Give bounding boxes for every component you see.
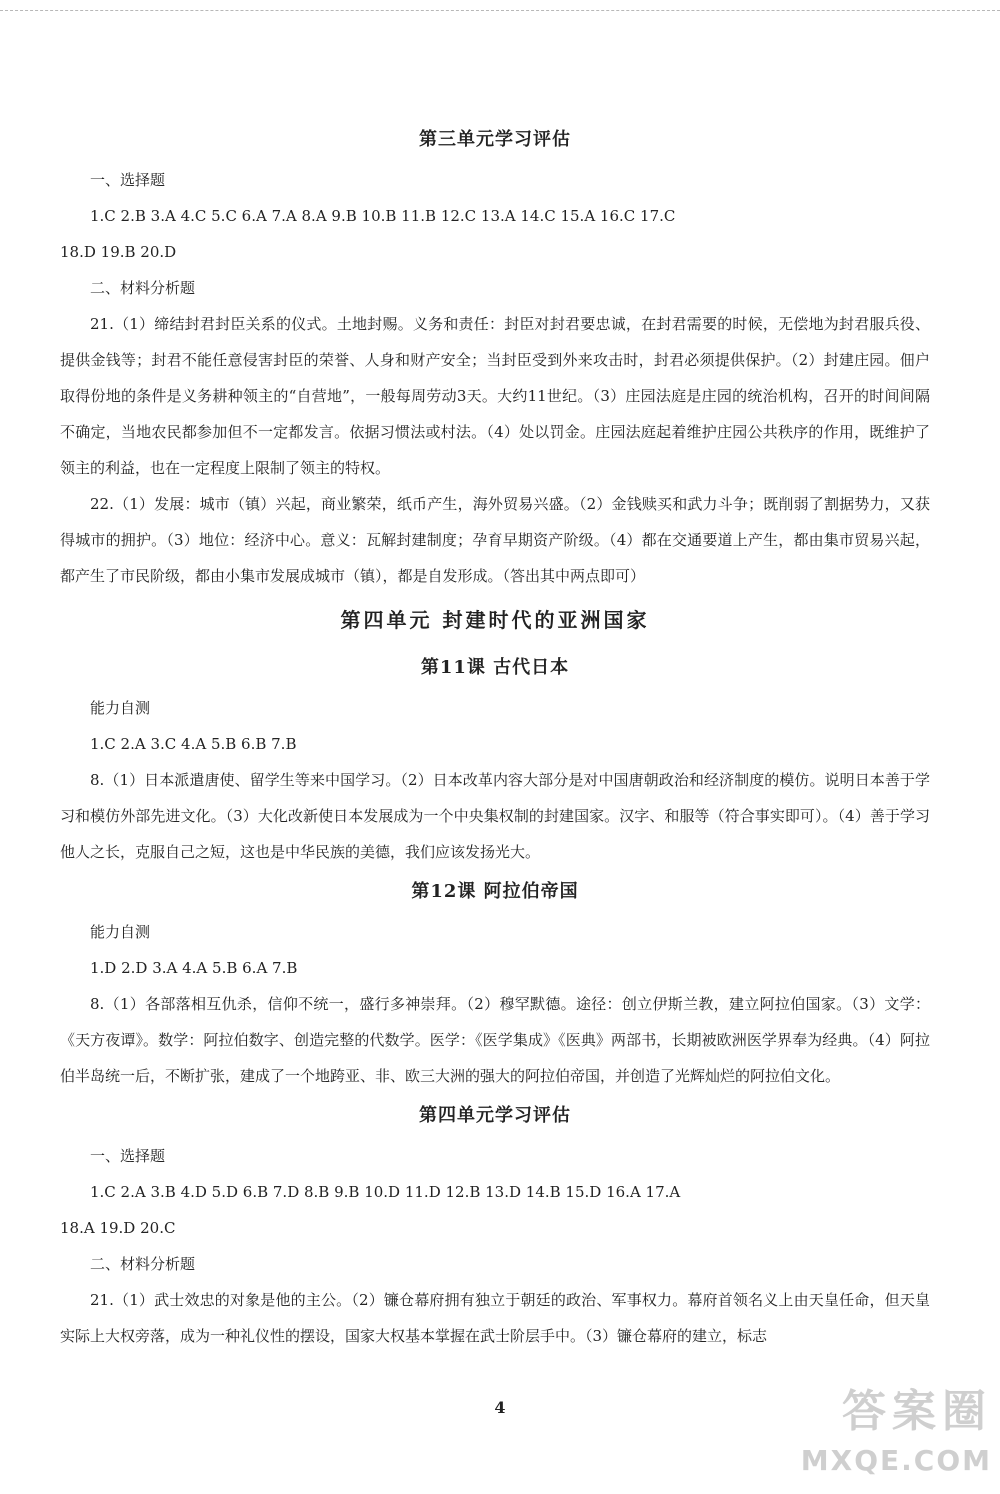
page-top-rule: [0, 10, 1000, 11]
unit3-eval-title: 第三单元学习评估: [419, 129, 571, 150]
lesson11-self-test: 能力自测: [90, 699, 151, 717]
unit3-q21: 21.（1）缔结封君封臣关系的仪式。土地封赐。义务和责任：封臣对封君要忠诚，在封君需要的时候，无偿地为封君服兵役、提供金钱等；封君不能任意侵害封臣的荣誉、人身和财产安全；当封臣受到外来攻击时，封君必须提供保护。（2）封建庄园。佃户取得份地的条件是义务耕种领主的“自营地”，一般每周劳动3天。大约11世纪。（3）庄园法庭是庄园的统治机构，召开的时间间隔不确定，当地农民都参加但不一定都发言。依据习惯法或村法。（4）处以罚金。庄园法庭起着维护庄园公共秩序的作用，既维护了领主的利益，也在一定程度上限制了领主的特权。: [60, 315, 930, 477]
unit3-material-heading: 二、材料分析题: [90, 279, 196, 297]
lesson12-q8: 8.（1）各部落相互仇杀，信仰不统一，盛行多神崇拜。（2）穆罕默德。途径：创立伊斯兰教，建立阿拉伯国家。（3）文学：《天方夜谭》。数学：阿拉伯数字、创造完整的代数学。医学：《医学集成》《医典》两部书，长期被欧洲医学界奉为经典。（4）阿拉伯半岛统一后，不断扩张，建成了一个地跨亚、非、欧三大洲的强大的阿拉伯帝国，并创造了光辉灿烂的阿拉伯文化。: [60, 995, 930, 1085]
lesson11-title: 第11课 古代日本: [420, 657, 570, 678]
unit4-eval-title: 第四单元学习评估: [419, 1105, 571, 1126]
unit4-q21: 21.（1）武士效忠的对象是他的主公。（2）镰仓幕府拥有独立于朝廷的政治、军事权力。幕府首领名义上由天皇任命，但天皇实际上大权旁落，成为一种礼仪性的摆设，国家大权基本掌握在武士阶层手中。（3）镰仓幕府的建立，标志: [60, 1291, 930, 1345]
unit4-choice-heading: 一、选择题: [90, 1147, 166, 1165]
unit3-choice-heading: 一、选择题: [90, 171, 166, 189]
unit4-material-heading: 二、材料分析题: [90, 1255, 196, 1273]
unit4-choice-answers-1: 1.C 2.A 3.B 4.D 5.D 6.B 7.D 8.B 9.B 10.D 11.D 12.B 13.D 14.B 15.D 16.A 17.A: [90, 1183, 681, 1201]
lesson12-self-test: 能力自测: [90, 923, 151, 941]
page-number: 4: [494, 1398, 506, 1417]
unit3-choice-answers-1: 1.C 2.B 3.A 4.C 5.C 6.A 7.A 8.A 9.B 10.B 11.B 12.C 13.A 14.C 15.A 16.C 17.C: [90, 207, 676, 225]
lesson12-answers: 1.D 2.D 3.A 4.A 5.B 6.A 7.B: [90, 959, 298, 977]
unit4-choice-answers-2: 18.A 19.D 20.C: [60, 1219, 176, 1237]
site-watermark-logo: [762, 1380, 992, 1490]
page-content: [60, 118, 930, 1354]
watermark-top-text: 答案圈: [842, 1386, 992, 1437]
lesson11-answers: 1.C 2.A 3.C 4.A 5.B 6.B 7.B: [90, 735, 297, 753]
lesson12-title: 第12课 阿拉伯帝国: [411, 881, 579, 902]
lesson11-q8: 8.（1）日本派遣唐使、留学生等来中国学习。（2）日本改革内容大部分是对中国唐朝政治和经济制度的模仿。说明日本善于学习和模仿外部先进文化。（3）大化改新使日本发展成为一个中央集权制的封建国家。汉字、和服等（符合事实即可）。（4）善于学习他人之长，克服自己之短，这也是中华民族的美德，我们应该发扬光大。: [60, 771, 930, 861]
unit4-title: 第四单元 封建时代的亚洲国家: [340, 608, 650, 632]
watermark-bottom-text: MXQE.COM: [800, 1444, 992, 1477]
unit3-q22: 22.（1）发展：城市（镇）兴起，商业繁荣，纸币产生，海外贸易兴盛。（2）金钱赎买和武力斗争；既削弱了割据势力，又获得城市的拥护。（3）地位：经济中心。意义：瓦解封建制度；孕育早期资产阶级。（4）都在交通要道上产生，都由集市贸易兴起，都产生了市民阶级，都由小集市发展成城市（镇），都是自发形成。（答出其中两点即可）: [60, 495, 930, 585]
unit3-choice-answers-2: 18.D 19.B 20.D: [60, 243, 177, 261]
